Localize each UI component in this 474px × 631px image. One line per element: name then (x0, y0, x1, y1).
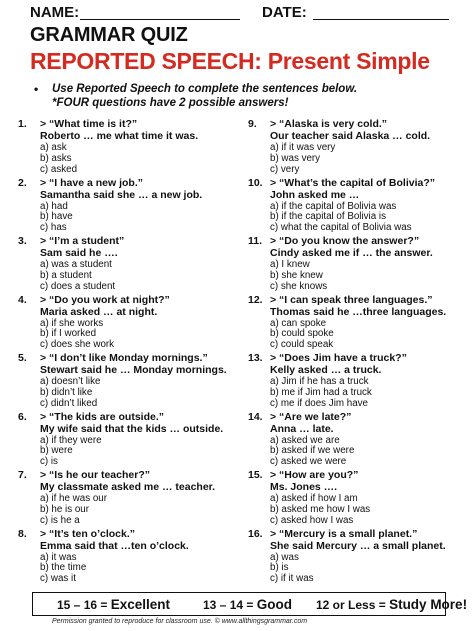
score-study-more (316, 597, 467, 612)
score-box (32, 592, 468, 616)
answer-option[interactable]: c) could speak (270, 339, 334, 351)
answer-options (40, 377, 100, 409)
name-label: NAME: (30, 4, 80, 21)
question-item (248, 411, 453, 470)
date-label: DATE: (262, 4, 307, 21)
question-number: 3. (18, 235, 27, 247)
answer-option[interactable]: b) could spoke (270, 328, 334, 340)
answer-option[interactable]: a) asked if how I am (270, 493, 358, 504)
answer-option[interactable]: c) does a student (40, 280, 116, 292)
answer-option[interactable]: b) asks (40, 152, 72, 164)
answer-option[interactable]: c) does she work (40, 339, 115, 351)
question-item (248, 235, 453, 294)
answer-option[interactable]: a) it was (40, 551, 77, 563)
question-sentence: Kelly asked … a truck. (270, 364, 382, 376)
question-sentence: Samantha said she … a new job. (40, 188, 203, 201)
question-item (18, 411, 223, 470)
question-sentence: Stewart said he … Monday mornings. (40, 364, 227, 376)
answer-option[interactable]: b) a student (40, 269, 92, 281)
answer-option[interactable]: c) asked how I was (270, 514, 354, 526)
page-title: GRAMMAR QUIZ (30, 24, 188, 46)
question-item (18, 294, 223, 353)
answer-option[interactable]: b) he is our (40, 503, 90, 515)
answer-options (40, 553, 86, 585)
bullet-icon: • (34, 82, 39, 96)
question-sentence: My classmate asked me … teacher. (40, 481, 216, 493)
answer-options (40, 319, 114, 351)
question-sentence: Maria asked … at night. (40, 305, 158, 318)
instruction-line: Use Reported Speech to complete the sentences below. (52, 83, 358, 95)
questions-right-column (248, 118, 453, 586)
answer-option[interactable]: b) if the capital of Bolivia is (270, 211, 386, 223)
question-item (248, 177, 453, 236)
question-sentence: My wife said that the kids … outside. (40, 422, 224, 435)
question-item (248, 352, 453, 411)
questions-left-column (18, 118, 227, 586)
answer-option[interactable]: a) asked we are (270, 434, 340, 446)
answer-option[interactable]: c) asked (40, 163, 78, 175)
answer-option[interactable]: a) can spoke (270, 317, 327, 329)
answer-options (40, 494, 107, 526)
question-number: 13. (248, 352, 263, 364)
answer-option[interactable]: c) is (40, 456, 58, 468)
instructions (34, 82, 358, 110)
question-item (248, 118, 453, 177)
question-quote: > “I don’t like Monday mornings.” (40, 352, 208, 364)
question-item (248, 528, 453, 587)
answer-option[interactable]: b) the time (40, 562, 87, 574)
score-excellent (57, 597, 170, 612)
name-field[interactable] (80, 19, 240, 20)
question-sentence: She said Mercury … a small planet. (270, 539, 446, 552)
instruction-note: *FOUR questions have 2 possible answers! (52, 97, 289, 109)
answer-option[interactable]: b) have (40, 211, 73, 223)
question-item (248, 294, 453, 353)
question-number: 12. (248, 293, 263, 306)
answer-option[interactable]: a) Jim if he has a truck (270, 376, 369, 387)
answer-option[interactable]: a) I knew (270, 259, 310, 270)
question-number: 16. (248, 527, 263, 540)
answer-options (270, 377, 372, 409)
answer-options (40, 202, 73, 234)
score-good-label: Good (256, 597, 292, 612)
score-excellent-label: Excellent (110, 597, 171, 612)
question-sentence: Our teacher said Alaska … cold. (270, 130, 431, 142)
question-item (248, 469, 453, 528)
answer-options (270, 260, 327, 292)
answer-options (40, 436, 102, 468)
question-sentence: Cindy asked me if … the answer. (270, 247, 433, 259)
question-number: 5. (18, 352, 27, 364)
question-item (18, 528, 223, 587)
question-quote: > “Mercury is a small planet.” (270, 527, 418, 540)
answer-options (270, 553, 314, 585)
answer-option[interactable]: a) if it was very (270, 142, 336, 153)
question-quote: > “I have a new job.” (40, 176, 143, 189)
question-item (18, 469, 223, 528)
answer-option[interactable]: c) me if does Jim have (270, 397, 369, 409)
answer-option[interactable]: c) if it was (270, 573, 314, 585)
answer-option[interactable]: b) were (40, 445, 73, 457)
answer-options (270, 436, 354, 468)
answer-option[interactable]: c) has (40, 222, 67, 234)
answer-option[interactable]: a) ask (40, 142, 67, 153)
answer-option[interactable]: b) asked if we were (270, 445, 355, 457)
answer-options (270, 319, 334, 351)
answer-options (270, 143, 335, 175)
question-sentence: Roberto … me what time it was. (40, 130, 199, 142)
score-good-range: 13 – 14 = (203, 598, 254, 612)
answer-options (40, 260, 115, 292)
question-quote: > “What time is it?” (40, 118, 138, 130)
answer-option[interactable]: b) if I worked (40, 328, 97, 340)
answer-options (270, 494, 370, 526)
question-number: 8. (18, 527, 27, 540)
question-sentence: Thomas said he …three languages. (270, 305, 447, 318)
footer-permission: Permission granted to reproduce for classroom use. © www.allthingsgrammar.com (52, 618, 308, 625)
question-number: 6. (18, 410, 27, 423)
answer-option[interactable]: b) me if Jim had a truck (270, 386, 372, 398)
question-item (18, 235, 223, 294)
answer-option[interactable]: b) was very (270, 152, 321, 164)
score-study-label: Study More! (389, 597, 468, 612)
question-number: 15. (248, 469, 263, 481)
question-quote: > “Is he our teacher?” (40, 469, 150, 481)
question-quote: > “Alaska is very cold.” (270, 118, 388, 130)
question-sentence: Emma said that …ten o’clock. (40, 539, 189, 552)
question-quote: > “What’s the capital of Bolivia?” (270, 176, 436, 189)
answer-option[interactable]: a) was a student (40, 259, 112, 270)
question-number: 1. (18, 118, 27, 130)
answer-option[interactable]: c) she knows (270, 280, 328, 292)
question-quote: > “Do you know the answer?” (270, 235, 420, 247)
question-sentence: Anna … late. (270, 422, 334, 435)
question-number: 10. (248, 176, 263, 189)
question-sentence: Ms. Jones …. (270, 481, 338, 493)
header (30, 4, 450, 22)
question-quote: > “I can speak three languages.” (270, 293, 433, 306)
answer-option[interactable]: b) she knew (270, 269, 323, 281)
answer-option[interactable]: a) had (40, 200, 68, 212)
question-quote: > “Are we late?” (270, 410, 352, 423)
answer-option[interactable]: a) if he was our (40, 493, 107, 504)
question-number: 4. (18, 293, 27, 306)
question-item (18, 118, 223, 177)
question-sentence: John asked me … (270, 188, 360, 201)
question-number: 9. (248, 118, 257, 130)
answer-option[interactable]: a) if she works (40, 317, 104, 329)
answer-option[interactable]: a) was (270, 551, 299, 563)
answer-options (270, 202, 412, 234)
answer-option[interactable]: c) is he a (40, 514, 80, 526)
date-field[interactable] (313, 19, 449, 20)
question-quote: > “I’m a student” (40, 235, 125, 247)
question-quote: > “It’s ten o’clock.” (40, 527, 136, 540)
answer-option[interactable]: b) is (270, 562, 289, 574)
score-good (203, 597, 292, 612)
score-study-range: 12 or Less = (316, 598, 386, 612)
answer-option[interactable]: c) very (270, 163, 300, 175)
question-sentence: Sam said he …. (40, 247, 118, 259)
question-number: 2. (18, 176, 27, 189)
question-item (18, 352, 227, 411)
answer-option[interactable]: c) didn’t liked (40, 397, 98, 409)
question-quote: > “Does Jim have a truck?” (270, 352, 407, 364)
answer-option[interactable]: c) what the capital of Bolivia was (270, 222, 412, 234)
answer-option[interactable]: a) if they were (40, 434, 102, 446)
answer-option[interactable]: b) asked me how I was (270, 503, 371, 515)
answer-option[interactable]: a) doesn’t like (40, 376, 101, 387)
question-item (18, 177, 223, 236)
page-subtitle: REPORTED SPEECH: Present Simple (30, 48, 430, 74)
answer-option[interactable]: b) didn’t like (40, 386, 93, 398)
question-number: 11. (248, 235, 263, 247)
answer-option[interactable]: c) was it (40, 573, 76, 585)
answer-options (40, 143, 77, 175)
question-quote: > “Do you work at night?” (40, 293, 170, 306)
question-quote: > “How are you?” (270, 469, 359, 481)
answer-option[interactable]: c) asked we were (270, 456, 347, 468)
question-quote: > “The kids are outside.” (40, 410, 164, 423)
score-excellent-range: 15 – 16 = (57, 598, 108, 612)
question-number: 14. (248, 410, 263, 423)
question-number: 7. (18, 469, 27, 481)
answer-option[interactable]: a) if the capital of Bolivia was (270, 200, 397, 212)
